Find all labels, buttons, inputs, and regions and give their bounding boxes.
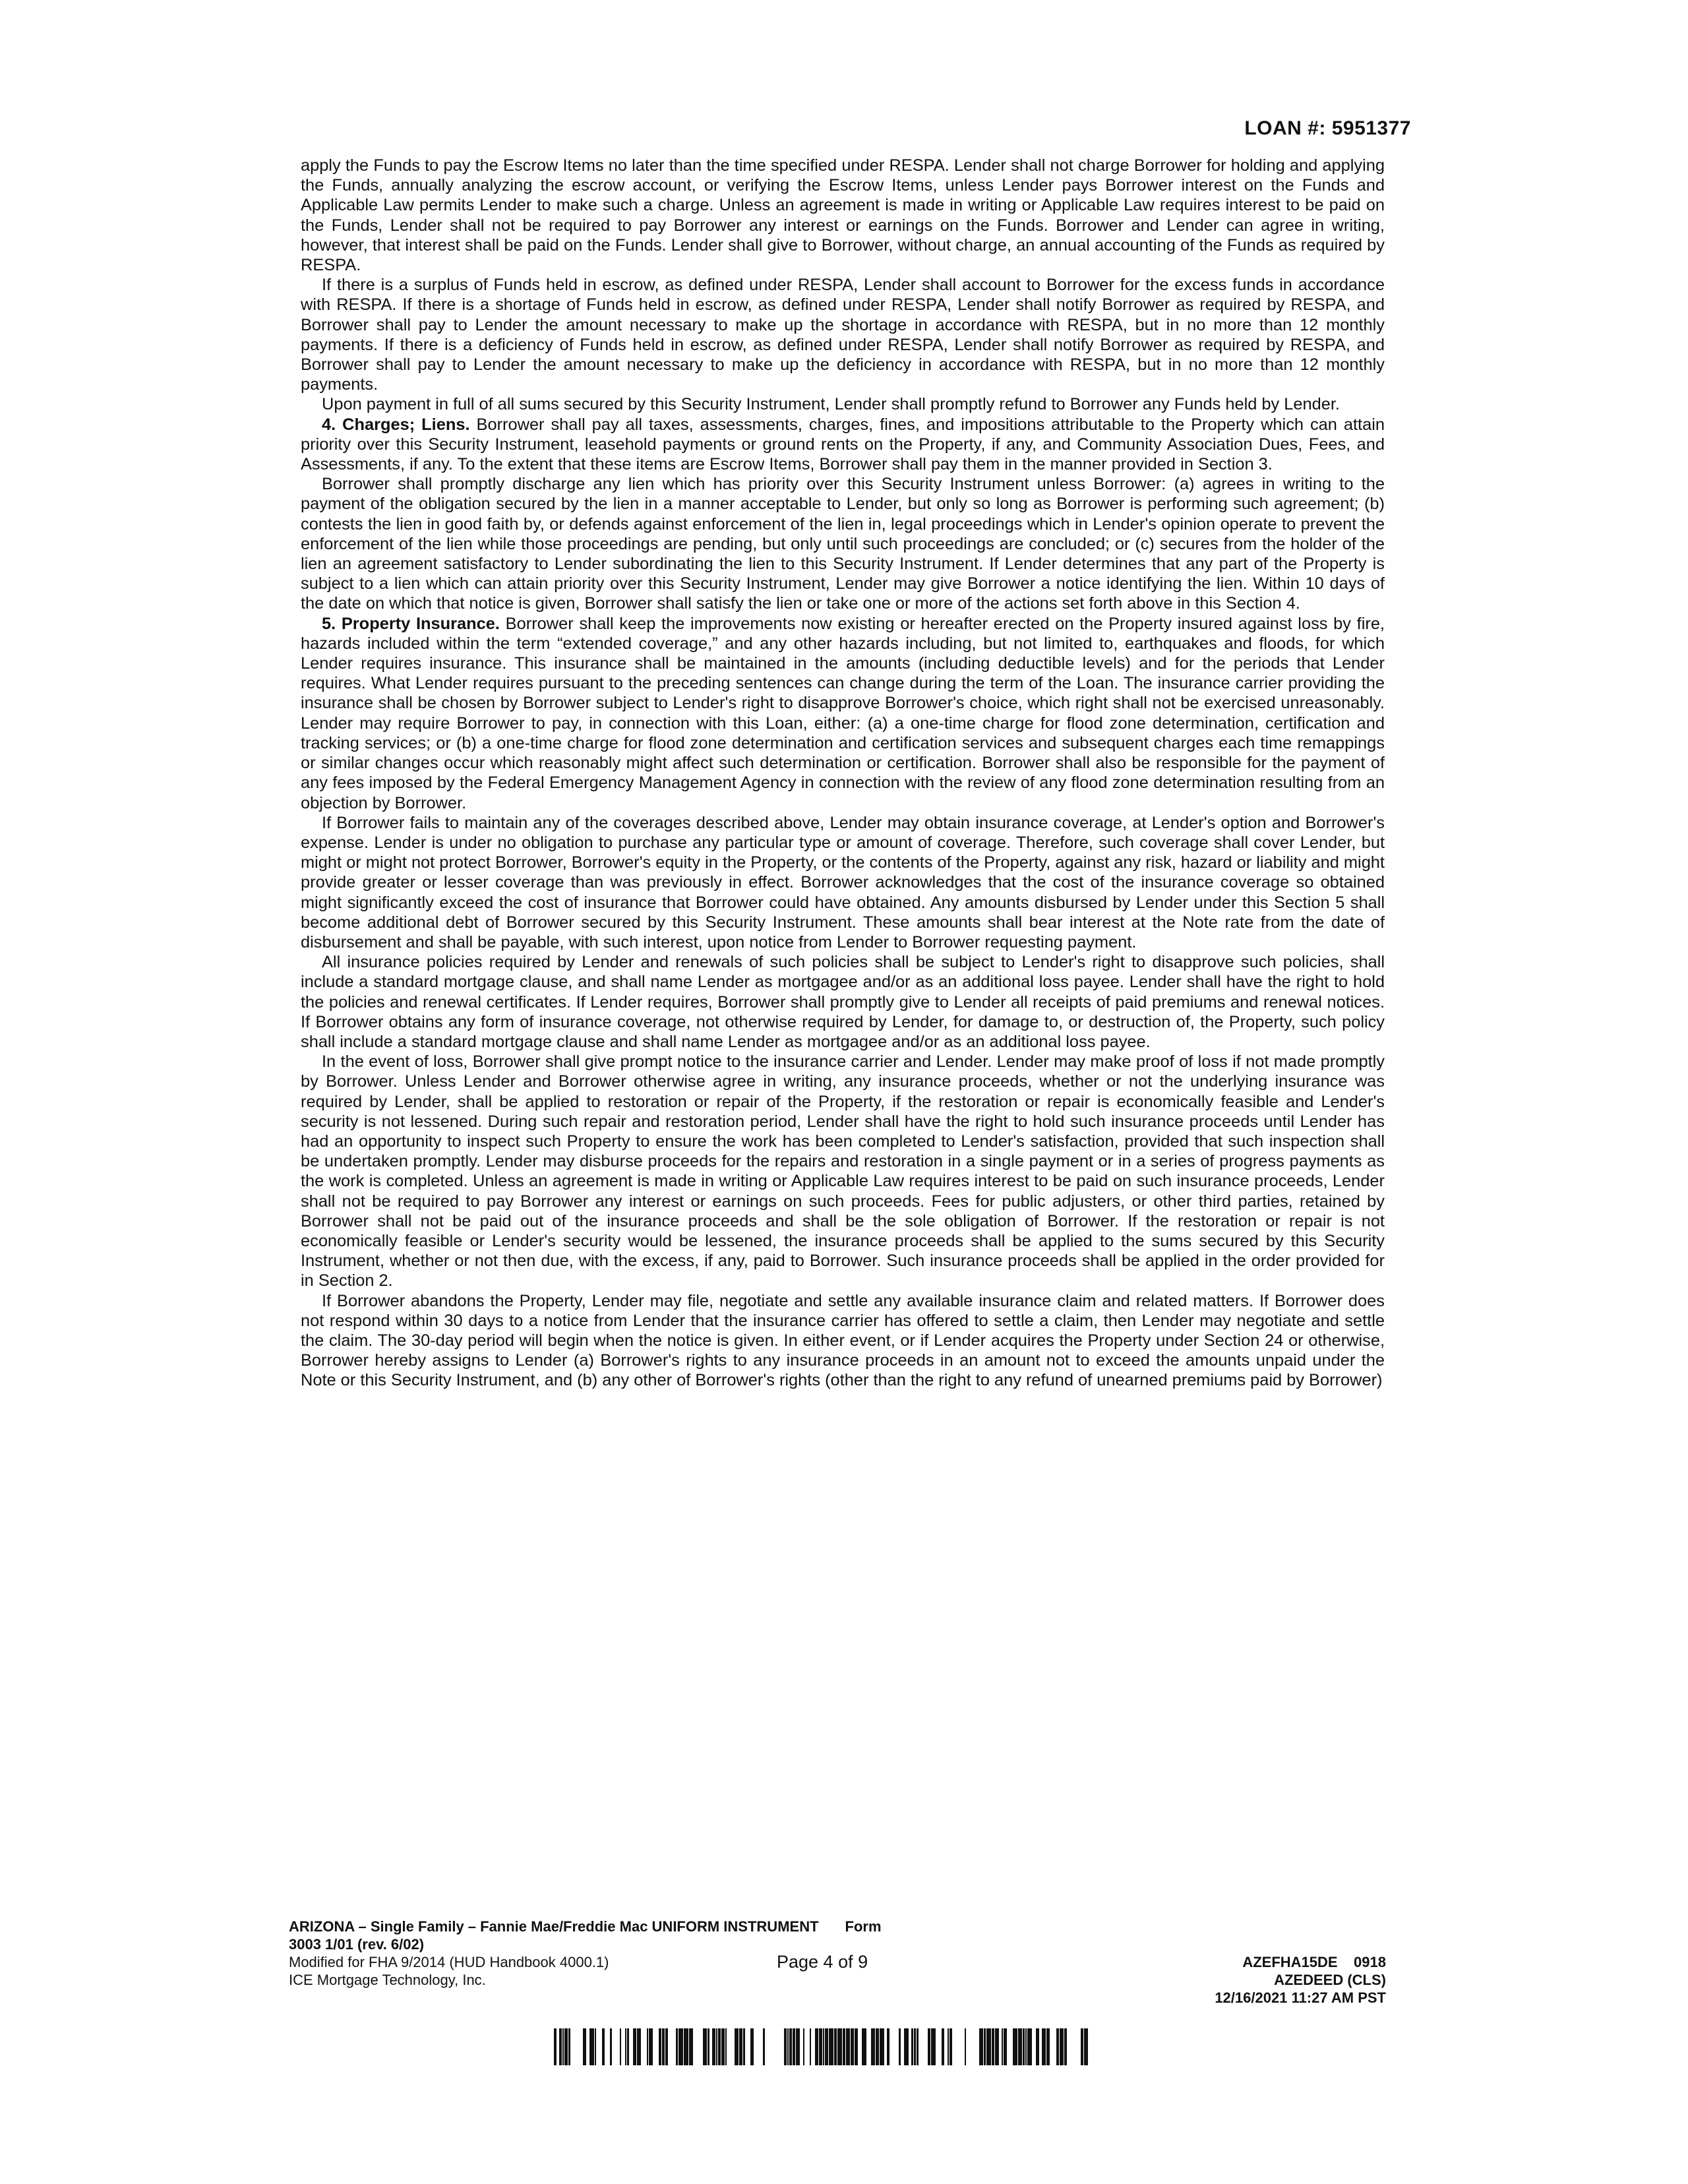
paragraph-escrow-surplus: If there is a surplus of Funds held in escrow, as defined under RESPA, Lender shall account to Borrower for the excess funds in accordance with RESPA. If there is a shortage of Funds held in escrow, as defined under RESPA, Lender shall notify Borrower as required by RESPA, and Borrower shall pay to Lender the amount necessary to make up the shortage in accordance with RESPA, but in no more than 12 monthly payments. If there is a deficiency of Funds held in escrow, as defined under RESPA, Lender shall notify Borrower as required by RESPA, and Borrower shall pay to Lender the amount necessary to make up the deficiency in accordance with RESPA, but in no more than 12 monthly payments. [301, 276, 1385, 394]
paragraph-refund: Upon payment in full of all sums secured by this Security Instrument, Lender shall promptly refund to Borrower any Funds held by Lender. [322, 395, 1340, 414]
doc-timestamp: 12/16/2021 11:27 AM PST [1215, 1989, 1386, 2006]
section-4-text: Borrower shall pay all taxes, assessments, charges, fines, and impositions attributable to the Property which can attain priority over this Security Instrument, leasehold payments or ground rents on the Property, if any, and Community Association Dues, Fees, and Assessments, if any. To the extent that these items are Escrow Items, Borrower shall pay them in the manner provided in Section 3. [301, 415, 1385, 474]
doc-code: AZEFHA15DE 0918 [1242, 1954, 1386, 1970]
paragraph-event-of-loss: In the event of loss, Borrower shall give prompt notice to the insurance carrier and Lender. Lender may make proof of loss if not made promptly by Borrower. Unless Lender and Borrower otherwise agree in writing, any insurance proceeds, whether or not the underlying insurance was required by Lender, shall be applied to restoration or repair of the Property, if the restoration or repair is economically feasible and Lender's security is not lessened. During such repair and restoration period, Lender shall have the right to hold such insurance proceeds until Lender has had an opportunity to inspect such Property to ensure the work has been completed to Lender's satisfaction, provided that such inspection shall be undertaken promptly. Lender may disburse proceeds for the repairs and restoration in a single payment or in a series of progress payments as the work is completed. Unless an agreement is made in writing or Applicable Law requires interest to be paid on such insurance proceeds, Lender shall not be required to pay Borrower any interest or earnings on such proceeds. Fees for public adjusters, or other third parties, retained by Borrower shall not be paid out of the insurance proceeds and shall be the sole obligation of Borrower. If the restoration or repair is not economically feasible or Lender's security would be lessened, the insurance proceeds shall be applied to the sums secured by this Security Instrument, whether or not then due, with the excess, if any, paid to Borrower. Such insurance proceeds shall be applied in the order provided for in Section 2. [301, 1052, 1385, 1290]
section-5-property-insurance [301, 614, 1385, 813]
form-number: Form 3003 1/01 (rev. 6/02) [289, 1918, 882, 1953]
footer-form-line [289, 1918, 882, 1953]
footer-modified: Modified for FHA 9/2014 (HUD Handbook 4000.1) [289, 1954, 609, 1970]
footer-company: ICE Mortgage Technology, Inc. [289, 1972, 486, 1988]
footer-right [1215, 1953, 1386, 2007]
document-body [301, 156, 1385, 1391]
paragraph-insurance-policies: All insurance policies required by Lender and renewals of such policies shall be subject to Lender's right to disapprove such policies, shall include a standard mortgage clause, and shall name Lender as mortgagee and/or as an additional loss payee. Lender shall have the right to hold the policies and renewal certificates. If Lender requires, Borrower shall promptly give to Lender all receipts of paid premiums and renewal notices. If Borrower obtains any form of insurance coverage, not otherwise required by Lender, for damage to, or destruction of, the Property, such policy shall include a standard mortgage clause and shall name Lender as mortgagee and/or as an additional loss payee. [301, 953, 1385, 1051]
section-4-heading: 4. Charges; Liens. [322, 415, 470, 434]
page-number: Page 4 of 9 [777, 1952, 868, 1972]
barcode-image [554, 2028, 1095, 2065]
paragraph-abandonment: If Borrower abandons the Property, Lender may file, negotiate and settle any available insurance claim and related matters. If Borrower does not respond within 30 days to a notice from Lender that the insurance carrier has offered to settle a claim, then Lender may negotiate and settle the claim. The 30-day period will begin when the notice is given. In either event, or if Lender acquires the Property under Section 24 or otherwise, Borrower hereby assigns to Lender (a) Borrower's rights to any insurance proceeds in an amount not to exceed the amounts unpaid under the Note or this Security Instrument, and (b) any other of Borrower's rights (other than the right to any refund of unearned premiums paid by Borrower) [301, 1291, 1385, 1390]
section-4-charges-liens [301, 415, 1385, 475]
paragraph-coverage-failure: If Borrower fails to maintain any of the coverages described above, Lender may obtain insurance coverage, at Lender's option and Borrower's expense. Lender is under no obligation to purchase any particular type or amount of coverage. Therefore, such coverage shall cover Lender, but might or might not protect Borrower, Borrower's equity in the Property, or the contents of the Property, against any risk, hazard or liability and might provide greater or lesser coverage than was previously in effect. Borrower acknowledges that the cost of the insurance coverage so obtained might significantly exceed the cost of insurance that Borrower could have obtained. Any amounts disbursed by Lender under this Section 5 shall become additional debt of Borrower secured by this Security Instrument. These amounts shall bear interest at the Note rate from the date of disbursement and shall be payable, with such interest, upon notice from Lender to Borrower requesting payment. [301, 813, 1385, 952]
paragraph-escrow-funds: apply the Funds to pay the Escrow Items no later than the time specified under RESPA. Lender shall not charge Borrower for holding and applying the Funds, annually analyzing the escrow account, or verifying the Escrow Items, unless Lender pays Borrower interest on the Funds and Applicable Law permits Lender to make such a charge. Unless an agreement is made in writing or Applicable Law requires interest to be paid on the Funds, Lender shall not be required to pay Borrower any interest or earnings on the Funds. Borrower and Lender can agree in writing, however, that interest shall be paid on the Funds. Lender shall give to Borrower, without charge, an annual accounting of the Funds as required by RESPA. [301, 156, 1385, 275]
section-5-text: Borrower shall keep the improvements now existing or hereafter erected on the Property insured against loss by fire, hazards included within the term “extended coverage,” and any other hazards including, but not limited to, earthquakes and floods, for which Lender requires insurance. This insurance shall be maintained in the amounts (including deductible levels) and for the periods that Lender requires. What Lender requires pursuant to the preceding sentences can change during the term of the Loan. The insurance carrier providing the insurance shall be chosen by Borrower subject to Lender's right to disapprove Borrower's choice, which right shall not be exercised unreasonably. Lender may require Borrower to pay, in connection with this Loan, either: (a) a one-time charge for flood zone determination, certification and tracking services; or (b) a one-time charge for flood zone determination and certification services and subsequent charges each time remappings or similar changes occur which reasonably might affect such determination or certification. Borrower shall also be responsible for the payment of any fees imposed by the Federal Emergency Management Agency in connection with the review of any flood zone determination resulting from an objection by Borrower. [301, 614, 1385, 812]
loan-number: LOAN #: 5951377 [1244, 117, 1411, 139]
section-5-heading: 5. Property Insurance. [322, 614, 500, 633]
form-title: ARIZONA – Single Family – Fannie Mae/Freddie Mac UNIFORM INSTRUMENT [289, 1918, 819, 1935]
paragraph-lien-discharge: Borrower shall promptly discharge any lien which has priority over this Security Instrument unless Borrower: (a) agrees in writing to the payment of the obligation secured by the lien in a manner acceptable to Lender, but only so long as Borrower is performing such agreement; (b) contests the lien in good faith by, or defends against enforcement of the lien in, legal proceedings which in Lender's opinion operate to prevent the enforcement of the lien while those proceedings are pending, but only until such proceedings are concluded; or (c) secures from the holder of the lien an agreement satisfactory to Lender subordinating the lien to this Security Instrument. If Lender determines that any part of the Property is subject to a lien which can attain priority over this Security Instrument, Lender may give Borrower a notice identifying the lien. Within 10 days of the date on which that notice is given, Borrower shall satisfy the lien or take one or more of the actions set forth above in this Section 4. [301, 475, 1385, 613]
doc-code-cls: AZEDEED (CLS) [1274, 1972, 1386, 1988]
